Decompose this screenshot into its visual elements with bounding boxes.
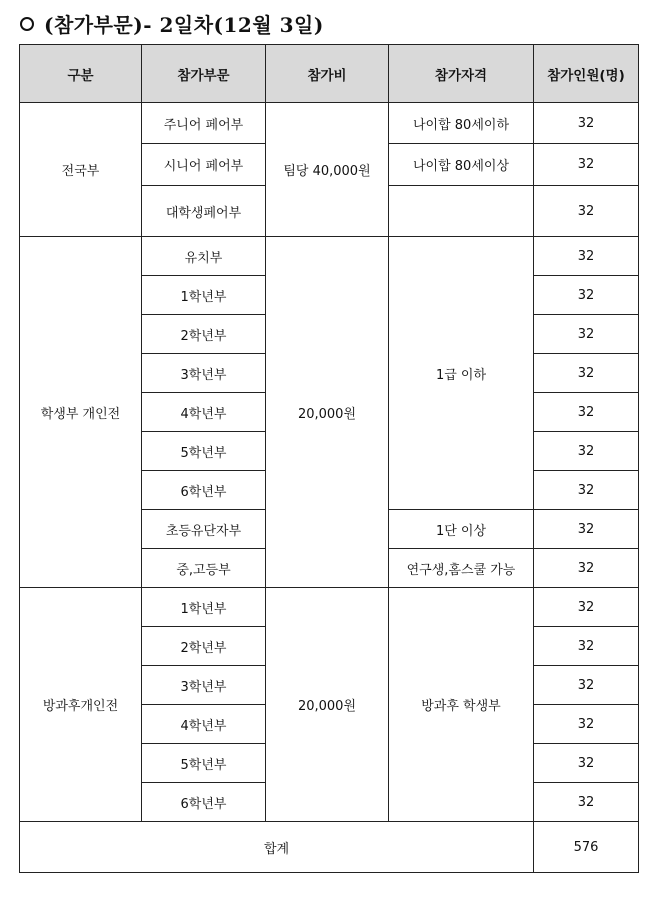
total-count: 576 (534, 822, 639, 873)
division-cell: 4학년부 (142, 705, 266, 744)
count-cell: 32 (534, 588, 639, 627)
total-label: 합계 (20, 822, 534, 873)
division-cell: 2학년부 (142, 315, 266, 354)
count-cell: 32 (534, 705, 639, 744)
division-cell: 2학년부 (142, 627, 266, 666)
circle-bullet-icon (20, 17, 34, 31)
division-cell: 3학년부 (142, 666, 266, 705)
count-cell: 32 (534, 276, 639, 315)
group-name: 전국부 (20, 103, 142, 237)
count-cell: 32 (534, 432, 639, 471)
division-cell: 5학년부 (142, 744, 266, 783)
count-cell: 32 (534, 666, 639, 705)
count-cell: 32 (534, 103, 639, 144)
group-name: 학생부 개인전 (20, 237, 142, 588)
header-fee: 참가비 (266, 45, 389, 103)
header-division: 참가부문 (142, 45, 266, 103)
header-count: 참가인원(명) (534, 45, 639, 103)
count-cell: 32 (534, 510, 639, 549)
count-cell: 32 (534, 393, 639, 432)
fee-cell: 팀당 40,000원 (266, 103, 389, 237)
participation-table (19, 44, 639, 873)
count-cell: 32 (534, 237, 639, 276)
header-category: 구분 (20, 45, 142, 103)
qualification-cell: 나이합 80세이하 (389, 103, 534, 144)
fee-cell: 20,000원 (266, 237, 389, 588)
qualification-cell: 1단 이상 (389, 510, 534, 549)
division-cell: 5학년부 (142, 432, 266, 471)
division-cell: 주니어 페어부 (142, 103, 266, 144)
division-cell: 시니어 페어부 (142, 144, 266, 186)
total-row (20, 822, 639, 873)
header-qualification: 참가자격 (389, 45, 534, 103)
table-row (20, 237, 639, 276)
division-cell: 초등유단자부 (142, 510, 266, 549)
division-cell: 6학년부 (142, 783, 266, 822)
division-cell: 중,고등부 (142, 549, 266, 588)
division-cell: 3학년부 (142, 354, 266, 393)
count-cell: 32 (534, 471, 639, 510)
count-cell: 32 (534, 354, 639, 393)
count-cell: 32 (534, 315, 639, 354)
division-cell: 4학년부 (142, 393, 266, 432)
count-cell: 32 (534, 186, 639, 237)
division-cell: 6학년부 (142, 471, 266, 510)
qualification-cell: 연구생,홈스쿨 가능 (389, 549, 534, 588)
fee-cell: 20,000원 (266, 588, 389, 822)
count-cell: 32 (534, 783, 639, 822)
division-cell: 유치부 (142, 237, 266, 276)
count-cell: 32 (534, 549, 639, 588)
qualification-cell: 나이합 80세이상 (389, 144, 534, 186)
count-cell: 32 (534, 744, 639, 783)
section-title (20, 8, 324, 38)
section-title-text: (참가부문)- 2일차(12월 3일) (44, 12, 324, 37)
table-header-row (20, 45, 639, 103)
division-cell: 대학생페어부 (142, 186, 266, 237)
count-cell: 32 (534, 144, 639, 186)
count-cell: 32 (534, 627, 639, 666)
table-row (20, 103, 639, 144)
qualification-cell: 1급 이하 (389, 237, 534, 510)
group-name: 방과후개인전 (20, 588, 142, 822)
division-cell: 1학년부 (142, 276, 266, 315)
qualification-cell: 방과후 학생부 (389, 588, 534, 822)
division-cell: 1학년부 (142, 588, 266, 627)
table-row (20, 588, 639, 627)
qualification-cell (389, 186, 534, 237)
